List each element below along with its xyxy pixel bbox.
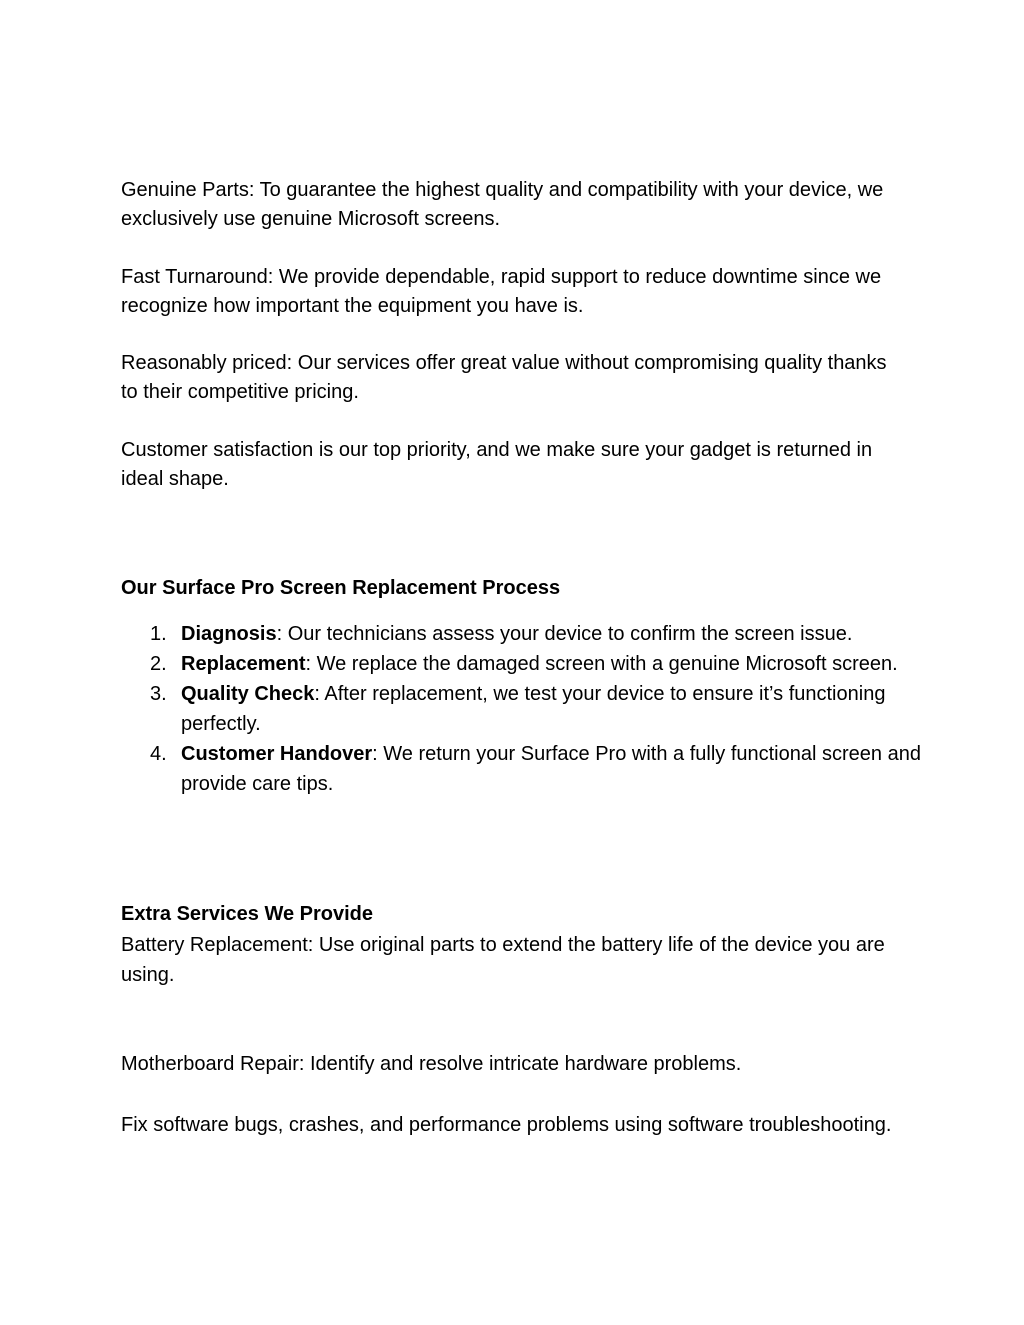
step-term: Diagnosis — [181, 623, 277, 645]
step-number: 2. — [150, 653, 167, 675]
step-text: : Our technicians assess your device to confirm the screen issue. — [276, 623, 853, 645]
step-number: 1. — [150, 623, 167, 645]
step-term: Quality Check — [181, 683, 315, 705]
step-term: Replacement — [181, 653, 306, 675]
software-troubleshooting-paragraph: Fix software bugs, crashes, and performance problems using software troubleshooting. — [121, 1114, 892, 1136]
step-text: : After replacement, we test your device to ensure it’s functioning perfectly. — [181, 683, 886, 735]
process-steps-list — [121, 619, 921, 799]
genuine-parts-paragraph: Genuine Parts: To guarantee the highest quality and compatibility with your device, we exclusively use genuine Microsoft screens. — [121, 179, 884, 230]
list-item — [121, 679, 921, 739]
battery-replacement-paragraph: Battery Replacement: Use original parts to extend the battery life of the device you are using. — [121, 934, 885, 986]
motherboard-repair-paragraph: Motherboard Repair: Identify and resolve intricate hardware problems. — [121, 1053, 742, 1075]
list-item — [121, 739, 921, 799]
list-item — [121, 619, 921, 649]
process-heading: Our Surface Pro Screen Replacement Process — [121, 577, 561, 599]
step-term: Customer Handover — [181, 743, 373, 765]
fast-turnaround-paragraph: Fast Turnaround: We provide dependable, rapid support to reduce downtime since we recognize how important the equipment you have is. — [121, 266, 882, 317]
step-text: : We replace the damaged screen with a genuine Microsoft screen. — [305, 653, 898, 675]
step-number: 4. — [150, 743, 167, 765]
step-number: 3. — [150, 683, 167, 705]
list-item — [121, 649, 921, 679]
reasonably-priced-paragraph: Reasonably priced: Our services offer great value without compromising quality thanks to their competitive pricing. — [121, 352, 887, 403]
extra-services-heading: Extra Services We Provide — [121, 903, 373, 925]
step-text: : We return your Surface Pro with a fully functional screen and provide care tips. — [181, 743, 921, 795]
customer-satisfaction-paragraph: Customer satisfaction is our top priority, and we make sure your gadget is returned in ideal shape. — [121, 439, 873, 490]
